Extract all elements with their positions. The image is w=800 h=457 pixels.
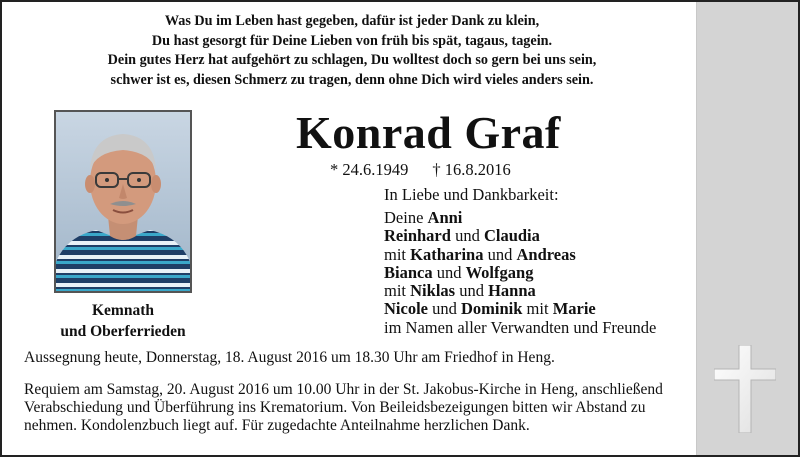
birth-date: * 24.6.1949: [330, 160, 409, 179]
place-line: und Oberferrieden: [60, 323, 186, 340]
mourner-name: Anni: [427, 208, 463, 227]
mourner-name: Marie: [552, 299, 596, 319]
mourner-name: Hanna: [488, 281, 536, 301]
poem-line: Du hast gesorgt für Deine Lieben von früh bis spät, tagaus, tagein.: [151, 32, 553, 49]
cross-icon: [714, 345, 776, 433]
blessing-announcement: Aussegnung heute, Donnerstag, 18. August 2016 um 18.30 Uhr am Friedhof in Heng.: [24, 349, 555, 366]
mourner-line: [384, 209, 656, 227]
life-dates: [330, 160, 511, 180]
death-date: † 16.8.2016: [432, 160, 511, 179]
mourner-name: Wolfgang: [465, 262, 534, 282]
mourner-text: und: [483, 244, 517, 264]
mourner-text: und: [455, 281, 489, 301]
requiem-line: Requiem am Samstag, 20. August 2016 um 10.00 Uhr in der St. Jakobus-Kirche in Heng, anschließend: [24, 381, 663, 398]
requiem-announcement: [24, 381, 696, 436]
mourner-line: [384, 246, 656, 264]
mourner-line: [384, 282, 656, 300]
mourner-text: und: [427, 299, 461, 319]
mourner-text: und: [450, 226, 484, 246]
memorial-poem: [10, 12, 694, 90]
residence-location: [32, 300, 214, 342]
mourner-text: Deine: [384, 208, 428, 227]
mourner-text: mit: [384, 281, 411, 301]
gratitude-line: In Liebe und Dankbarkeit:: [384, 185, 559, 204]
mourner-name: Claudia: [483, 226, 540, 246]
mourner-name: Dominik: [460, 299, 523, 319]
mourners-list: [384, 209, 656, 337]
deceased-name: Konrad Graf: [296, 107, 561, 158]
side-strip: [696, 2, 798, 455]
mourner-line: [384, 227, 656, 245]
mourner-line: [384, 319, 656, 337]
mourner-line: [384, 300, 656, 318]
mourner-name: Nicole: [384, 299, 428, 319]
poem-line: schwer ist es, diesen Schmerz zu tragen, denn ohne Dich wird vieles anders sein.: [110, 71, 594, 88]
portrait-photo: [54, 110, 192, 293]
requiem-line: Verabschiedung und Überführung ins Krematorium. Von Beileidsbezeigungen bitten wir Abstand zu: [24, 399, 646, 417]
mourner-line: [384, 264, 656, 282]
requiem-line: nehmen. Kondolenzbuch liegt auf. Für zugedachte Anteilnahme herzlichen Dank.: [24, 417, 530, 435]
mourner-name: Reinhard: [384, 226, 451, 246]
mourner-name: Niklas: [410, 281, 456, 301]
mourner-text: mit: [384, 244, 411, 264]
poem-line: Was Du im Leben hast gegeben, dafür ist jeder Dank zu klein,: [164, 13, 540, 29]
mourner-text: mit: [522, 299, 553, 319]
mourner-name: Katharina: [410, 244, 484, 264]
mourner-text: und: [432, 262, 466, 282]
mourner-text: im Namen aller Verwandten und Freunde: [384, 317, 657, 337]
mourner-name: Andreas: [516, 244, 576, 264]
mourner-name: Bianca: [384, 262, 433, 282]
place-line: Kemnath: [92, 302, 154, 319]
poem-line: Dein gutes Herz hat aufgehört zu schlagen, Du wolltest doch so gern bei uns sein,: [107, 52, 597, 69]
